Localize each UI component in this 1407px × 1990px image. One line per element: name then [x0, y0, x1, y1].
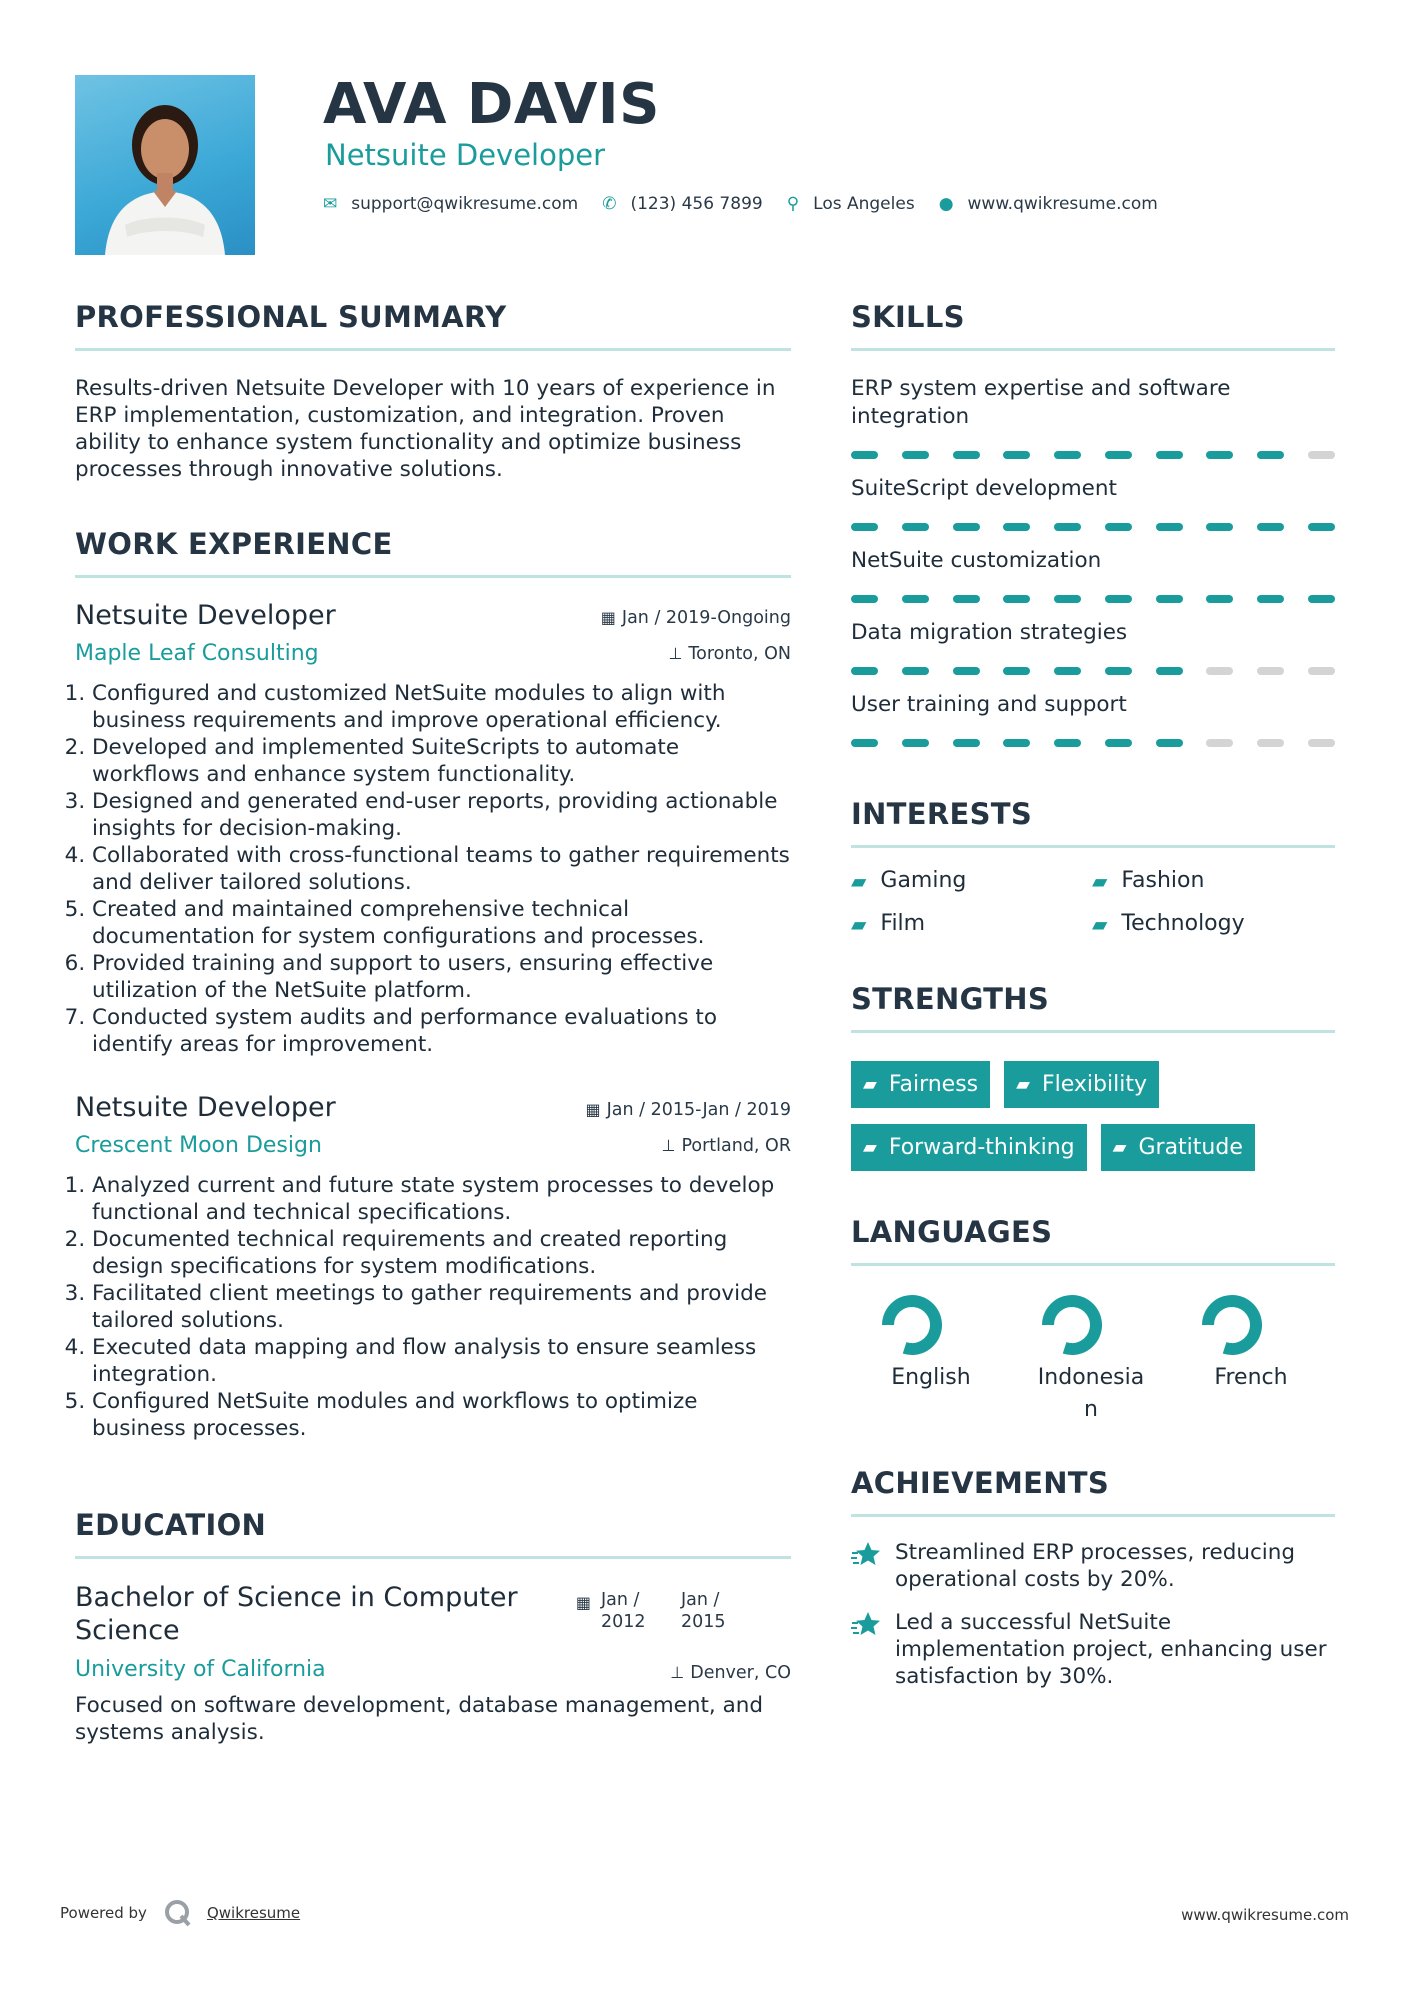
- skill-level-dash: [1105, 595, 1132, 603]
- achievement-item: [851, 1609, 1335, 1690]
- job-duties: [75, 680, 791, 1058]
- skill-level-dash: [1003, 595, 1030, 603]
- star-icon: [851, 1609, 883, 1690]
- strength-label: Fairness: [888, 1072, 979, 1097]
- skill-level-dash: [1308, 739, 1335, 747]
- job-company: Crescent Moon Design: [75, 1133, 322, 1158]
- qwikresume-logo-icon: [163, 1898, 193, 1928]
- duty-item: 6. Provided training and support to users, ensuring effective utilization of the NetSuite platform.: [92, 950, 791, 1004]
- contact-email[interactable]: support@qwikresume.com: [351, 194, 579, 214]
- contact-website[interactable]: www.qwikresume.com: [967, 194, 1158, 214]
- interests-heading: INTERESTS: [851, 797, 1335, 848]
- job-date-text: Jan / 2019-Ongoing: [621, 608, 791, 628]
- pin-icon: ⊥: [668, 644, 683, 663]
- envelope-icon: ✉: [323, 194, 338, 214]
- skill-level-bar: [851, 451, 1335, 459]
- edu-school: University of California: [75, 1657, 326, 1682]
- job-title: Netsuite Developer: [75, 1092, 336, 1123]
- strengths-heading: STRENGTHS: [851, 982, 1335, 1033]
- languages-list: [851, 1294, 1335, 1426]
- skill-level-dash: [1156, 667, 1183, 675]
- interest-label: Film: [880, 911, 926, 936]
- skill-level-dash: [1105, 523, 1132, 531]
- duty-item: 5. Configured NetSuite modules and workflows to optimize business processes.: [92, 1388, 791, 1442]
- skill-level-dash: [851, 523, 878, 531]
- interest-item: [851, 911, 1092, 936]
- skill-level-dash: [1308, 595, 1335, 603]
- skill-level-dash: [902, 451, 929, 459]
- skill-level-dash: [1054, 739, 1081, 747]
- calendar-icon: ▦: [585, 1100, 601, 1119]
- job-entry: [75, 1092, 791, 1442]
- duty-item: 3. Facilitated client meetings to gather requirements and provide tailored solutions.: [92, 1280, 791, 1334]
- duty-item: 3. Designed and generated end-user reports, providing actionable insights for decision-making.: [92, 788, 791, 842]
- job-date-text: Jan / 2015-Jan / 2019: [606, 1100, 791, 1120]
- edu-start-date: Jan / 2012: [601, 1590, 646, 1632]
- skill-item: [851, 547, 1335, 603]
- skill-level-dash: [1308, 523, 1335, 531]
- skill-level-dash: [1156, 739, 1183, 747]
- edu-location: [670, 1663, 791, 1683]
- skill-level-dash: [1308, 451, 1335, 459]
- candidate-name: AVA DAVIS: [323, 72, 660, 137]
- skill-level-bar: [851, 523, 1335, 531]
- contact-location: Los Angeles: [813, 194, 915, 214]
- skill-level-dash: [1257, 739, 1284, 747]
- brand-link[interactable]: Qwikresume: [206, 1904, 301, 1922]
- skills-list: [851, 375, 1335, 747]
- job-date: [586, 1100, 791, 1120]
- achievement-text: Streamlined ERP processes, reducing operational costs by 20%.: [895, 1540, 1296, 1592]
- language-name: French: [1214, 1365, 1288, 1390]
- skill-name: NetSuite customization: [851, 548, 1102, 573]
- summary-text: Results-driven Netsuite Developer with 10 years of experience in ERP implementation, customization, and integration. Proven ability to enhance system functionality and optimize business processes through innovative solutions.: [75, 376, 776, 482]
- skill-level-dash: [1003, 523, 1030, 531]
- skill-level-dash: [1003, 739, 1030, 747]
- skill-level-dash: [1206, 667, 1233, 675]
- job-entry: [75, 600, 791, 1058]
- language-item: [1171, 1294, 1331, 1426]
- skill-level-dash: [902, 667, 929, 675]
- duty-item: 4. Executed data mapping and flow analysis to ensure seamless integration.: [92, 1334, 791, 1388]
- book-icon: ▰: [851, 868, 867, 893]
- calendar-icon: ▦: [575, 1593, 591, 1612]
- achievement-item: [851, 1539, 1335, 1593]
- language-name: Indonesian: [1037, 1365, 1145, 1422]
- language-proficiency-ring: [1041, 1294, 1103, 1356]
- star-icon: [851, 1539, 883, 1593]
- job-location: [662, 1136, 791, 1156]
- skill-name: ERP system expertise and software integration: [851, 376, 1231, 429]
- book-icon: ▰: [863, 1137, 877, 1158]
- strength-tag: [851, 1124, 1087, 1171]
- skill-level-dash: [1003, 667, 1030, 675]
- interest-item: [1092, 868, 1333, 893]
- book-icon: ▰: [851, 911, 867, 936]
- skill-name: Data migration strategies: [851, 620, 1128, 645]
- interest-label: Technology: [1121, 911, 1245, 936]
- skill-item: [851, 619, 1335, 675]
- job-location: [668, 644, 791, 664]
- language-item: [1011, 1294, 1171, 1426]
- skill-level-dash: [902, 739, 929, 747]
- achievements-heading: ACHIEVEMENTS: [851, 1466, 1335, 1517]
- job-date: [601, 608, 791, 628]
- footer-url[interactable]: www.qwikresume.com: [1181, 1906, 1349, 1924]
- edu-degree: Bachelor of Science in Computer Science: [75, 1582, 518, 1646]
- language-name: English: [891, 1365, 971, 1390]
- skill-level-dash: [1003, 451, 1030, 459]
- experience-heading: WORK EXPERIENCE: [75, 527, 791, 578]
- job-title: Netsuite Developer: [75, 600, 336, 631]
- skill-level-dash: [1308, 667, 1335, 675]
- skill-level-dash: [1054, 523, 1081, 531]
- duty-item: 4. Collaborated with cross-functional teams to gather requirements and deliver tailored solutions.: [92, 842, 791, 896]
- skill-item: [851, 475, 1335, 531]
- skill-level-dash: [1105, 667, 1132, 675]
- skill-level-bar: [851, 667, 1335, 675]
- skill-level-dash: [1156, 451, 1183, 459]
- skill-level-dash: [1206, 739, 1233, 747]
- skill-item: [851, 691, 1335, 747]
- interest-item: [1092, 911, 1333, 936]
- language-proficiency-ring: [1201, 1294, 1263, 1356]
- skill-level-dash: [1156, 595, 1183, 603]
- left-column: [75, 300, 791, 1746]
- duty-item: 7. Conducted system audits and performance evaluations to identify areas for improvement.: [92, 1004, 791, 1058]
- skill-level-dash: [851, 451, 878, 459]
- profile-photo: [75, 75, 255, 255]
- skill-level-dash: [953, 451, 980, 459]
- interest-label: Fashion: [1121, 868, 1205, 893]
- duty-item: 1. Configured and customized NetSuite modules to align with business requirements and improve operational efficiency.: [92, 680, 791, 734]
- skill-level-dash: [902, 523, 929, 531]
- book-icon: ▰: [1092, 911, 1108, 936]
- strength-tag: [851, 1061, 990, 1108]
- book-icon: ▰: [1092, 868, 1108, 893]
- strength-label: Gratitude: [1138, 1135, 1243, 1160]
- strength-label: Flexibility: [1041, 1072, 1147, 1097]
- job-company: Maple Leaf Consulting: [75, 641, 319, 666]
- globe-icon: ●: [938, 194, 954, 214]
- interest-item: [851, 868, 1092, 893]
- right-column: [851, 300, 1335, 1690]
- achievements-list: [851, 1539, 1335, 1690]
- skill-level-dash: [1257, 451, 1284, 459]
- interests-list: [851, 868, 1335, 936]
- skill-level-bar: [851, 595, 1335, 603]
- strengths-list: [851, 1061, 1335, 1171]
- contact-phone[interactable]: (123) 456 7899: [630, 194, 763, 214]
- language-proficiency-ring: [881, 1294, 943, 1356]
- skill-level-dash: [902, 595, 929, 603]
- book-icon: ▰: [1112, 1137, 1127, 1158]
- pin-icon: ⊥: [661, 1136, 676, 1155]
- contact-bar: [323, 194, 1182, 214]
- strength-tag: [1101, 1124, 1255, 1171]
- skill-level-dash: [851, 739, 878, 747]
- language-proficiency-arc: [888, 1301, 936, 1349]
- language-proficiency-arc: [1208, 1301, 1256, 1349]
- powered-by-label: Powered by: [60, 1904, 147, 1922]
- edu-end-date: Jan / 2015: [681, 1590, 726, 1632]
- skill-level-dash: [1257, 667, 1284, 675]
- skill-level-dash: [1105, 451, 1132, 459]
- book-icon: ▰: [1016, 1074, 1030, 1095]
- footer-powered-by: [60, 1898, 300, 1928]
- skill-name: User training and support: [851, 692, 1127, 717]
- skill-level-dash: [1054, 595, 1081, 603]
- skill-level-dash: [953, 595, 980, 603]
- skills-heading: SKILLS: [851, 300, 1335, 351]
- skill-level-dash: [851, 667, 878, 675]
- achievement-text: Led a successful NetSuite implementation project, enhancing user satisfaction by 30%.: [895, 1610, 1327, 1689]
- skill-item: [851, 375, 1335, 459]
- job-location-text: Toronto, ON: [688, 644, 791, 664]
- skill-level-dash: [1156, 523, 1183, 531]
- pin-icon: ⊥: [670, 1663, 685, 1682]
- skill-level-bar: [851, 739, 1335, 747]
- skill-level-dash: [851, 595, 878, 603]
- book-icon: ▰: [863, 1074, 877, 1095]
- map-marker-icon: ⚲: [786, 194, 800, 214]
- profile-photo-illustration: [75, 75, 255, 255]
- duty-item: 1. Analyzed current and future state system processes to develop functional and technical specifications.: [92, 1172, 791, 1226]
- duty-item: 2. Documented technical requirements and created reporting design specifications for system modifications.: [92, 1226, 791, 1280]
- duty-item: 2. Developed and implemented SuiteScripts to automate workflows and enhance system functionality.: [92, 734, 791, 788]
- strength-tag: [1004, 1061, 1159, 1108]
- skill-level-dash: [953, 523, 980, 531]
- summary-heading: PROFESSIONAL SUMMARY: [75, 300, 791, 351]
- skill-level-dash: [1054, 667, 1081, 675]
- job-location-text: Portland, OR: [681, 1136, 791, 1156]
- skill-level-dash: [953, 739, 980, 747]
- job-duties: [75, 1172, 791, 1442]
- skill-level-dash: [1257, 523, 1284, 531]
- phone-icon: ✆: [602, 194, 617, 214]
- language-proficiency-arc: [1048, 1301, 1096, 1349]
- duty-item: 5. Created and maintained comprehensive technical documentation for system configurations and processes.: [92, 896, 791, 950]
- skill-level-dash: [1206, 523, 1233, 531]
- languages-heading: LANGUAGES: [851, 1215, 1335, 1266]
- interest-label: Gaming: [880, 868, 967, 893]
- skill-level-dash: [1054, 451, 1081, 459]
- strength-label: Forward-thinking: [888, 1135, 1075, 1160]
- skill-level-dash: [1257, 595, 1284, 603]
- edu-location-text: Denver, CO: [690, 1663, 791, 1683]
- candidate-title: Netsuite Developer: [325, 138, 606, 172]
- skill-level-dash: [1206, 451, 1233, 459]
- edu-dates: [576, 1589, 761, 1633]
- skill-level-dash: [1105, 739, 1132, 747]
- skill-level-dash: [953, 667, 980, 675]
- calendar-icon: ▦: [600, 608, 616, 627]
- education-heading: EDUCATION: [75, 1508, 791, 1559]
- education-entry: [75, 1581, 791, 1746]
- edu-description: Focused on software development, database management, and systems analysis.: [75, 1693, 764, 1745]
- language-item: [851, 1294, 1011, 1426]
- skill-name: SuiteScript development: [851, 476, 1117, 501]
- skill-level-dash: [1206, 595, 1233, 603]
